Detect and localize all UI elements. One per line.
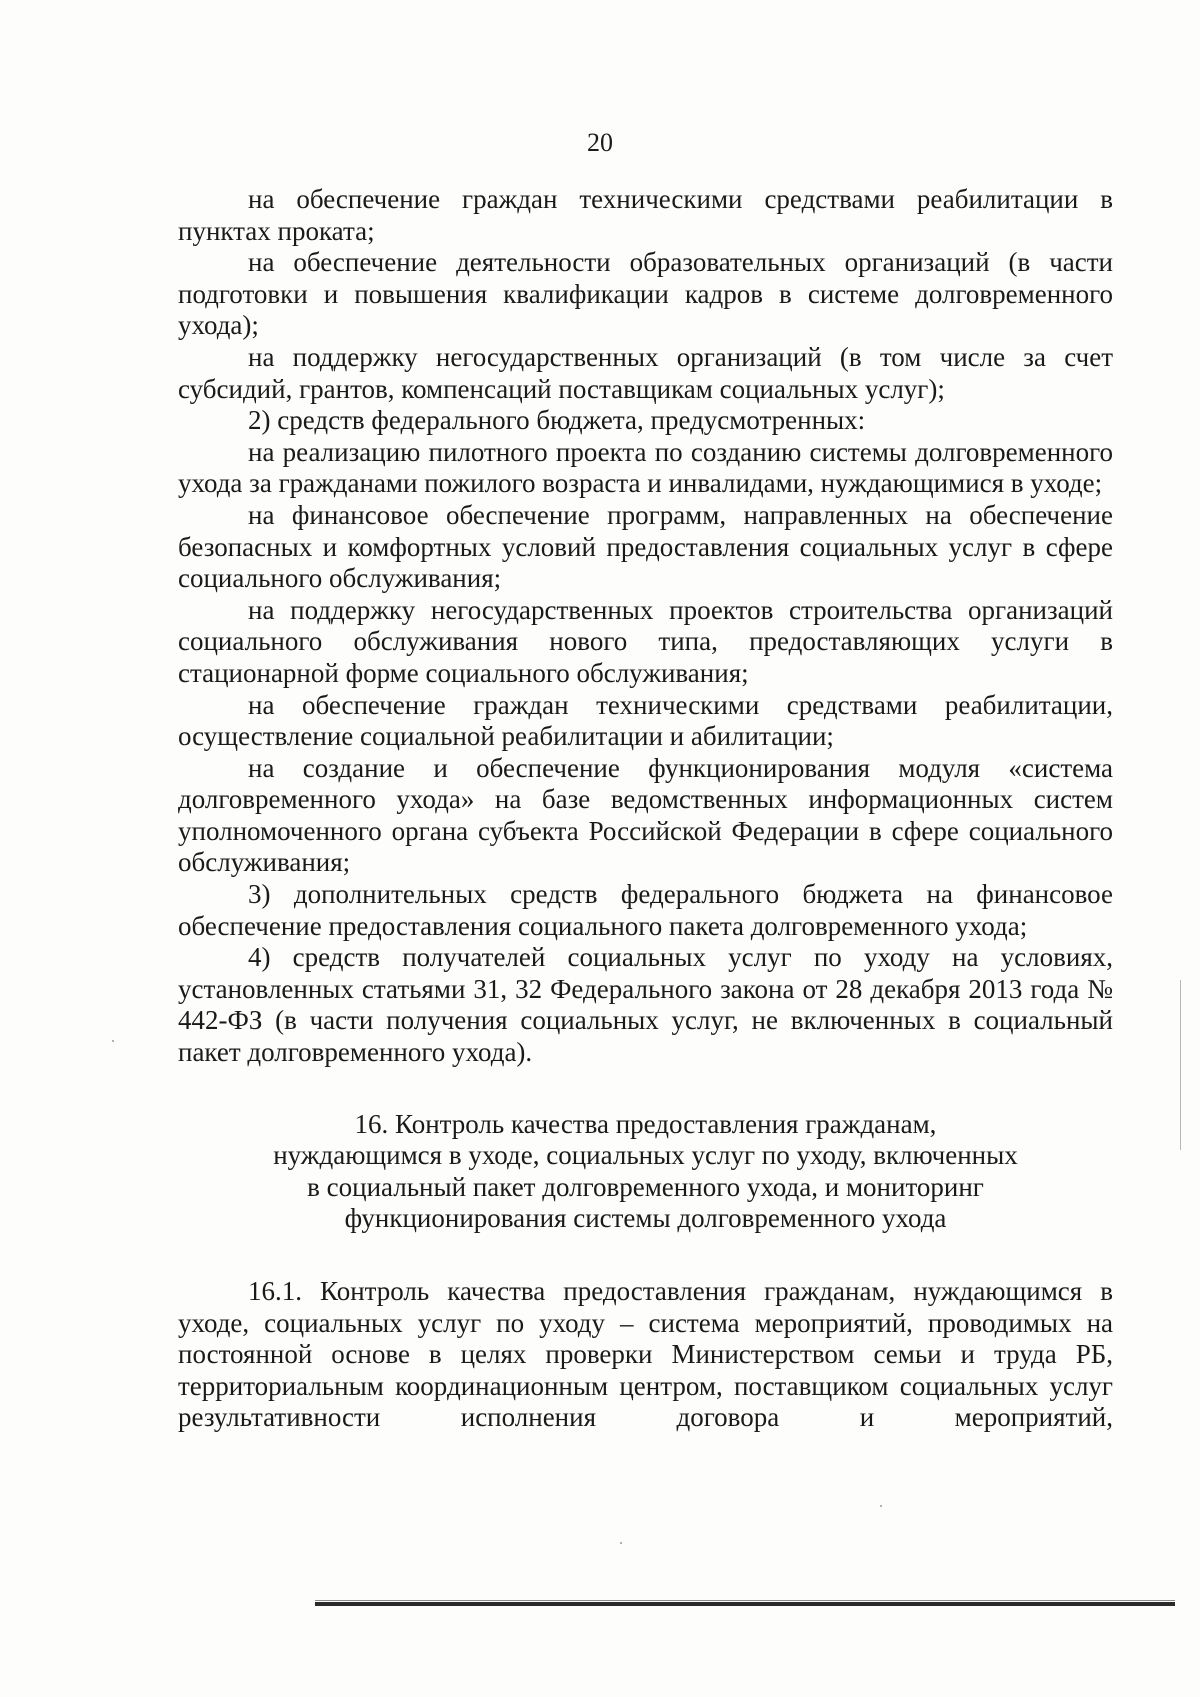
bottom-rule [315,1602,1175,1606]
paragraph-education-orgs: на обеспечение деятельности образовательных организаций (в части подготовки и повышения квалификации кадров в системе долговременного ухода); [178,247,1113,341]
paragraph-rehabilitation-means: на обеспечение граждан техническими средствами реабилитации, осуществление социальной реабилитации и абилитации; [178,689,1113,752]
scan-speck [880,1505,882,1507]
bottom-rule-thin [315,1600,1175,1601]
paragraph-construction-projects: на поддержку негосударственных проектов строительства организаций социального обслуживания нового типа, предоставляющих услуги в стационарной форме социального обслуживания; [178,594,1113,688]
section-heading-line: в социальный пакет долговременного ухода, и мониторинг [307,1171,984,1202]
paragraph-recipient-funds: 4) средств получателей социальных услуг по уходу на условиях, установленных статьями 31, 32 Федерального закона от 28 декабря 2013 года № 442-ФЗ (в части получения социальных услуг, не включенных в социальный пакет долговременного ухода). [178,942,1113,1068]
section-16-heading [178,1109,1113,1235]
paragraph-pilot-project: на реализацию пилотного проекта по созданию системы долговременного ухода за гражданами пожилого возраста и инвалидами, нуждающимися в уходе; [178,436,1113,499]
section-heading-line: функционирования системы долговременного ухода [344,1203,947,1234]
paragraph-information-module: на создание и обеспечение функционирования модуля «система долговременного ухода» на базе ведомственных информационных систем уполномоченного органа субъекта Российской Федерации в сфере социального обслуживания; [178,752,1113,878]
scan-edge-mark [1180,980,1181,1150]
scan-speck [620,1542,622,1544]
paragraph-16-1: 16.1. Контроль качества предоставления гражданам, нуждающимся в уходе, социальных услуг по уходу – система мероприятий, проводимых на постоянной основе в целях проверки Министерством семьи и труда РБ, территориальным координационным центром, поставщиком социальных услуг результативности исполнения договора и мероприятий, [178,1276,1113,1433]
page-number: 20 [587,128,613,157]
paragraph-additional-federal-funds: 3) дополнительных средств федерального бюджета на финансовое обеспечение предоставления социального пакета долговременного ухода; [178,879,1113,941]
paragraph-federal-budget-item: 2) средств федерального бюджета, предусмотренных: [248,405,866,436]
paragraph-program-financing: на финансовое обеспечение программ, направленных на обеспечение безопасных и комфортных условий предоставления социальных услуг в сфере социального обслуживания; [178,499,1113,594]
document-body [178,184,1113,1434]
scan-speck [112,1040,114,1042]
paragraph-rehab-rental: на обеспечение граждан техническими средствами реабилитации в пунктах проката; [178,184,1113,246]
section-heading-line: нуждающимся в уходе, социальных услуг по уходу, включенных [273,1140,1018,1171]
section-heading-line: 16. Контроль качества предоставления гражданам, [354,1108,937,1139]
paragraph-nongov-support: на поддержку негосударственных организаций (в том числе за счет субсидий, грантов, компенсаций поставщикам социальных услуг); [178,341,1113,404]
